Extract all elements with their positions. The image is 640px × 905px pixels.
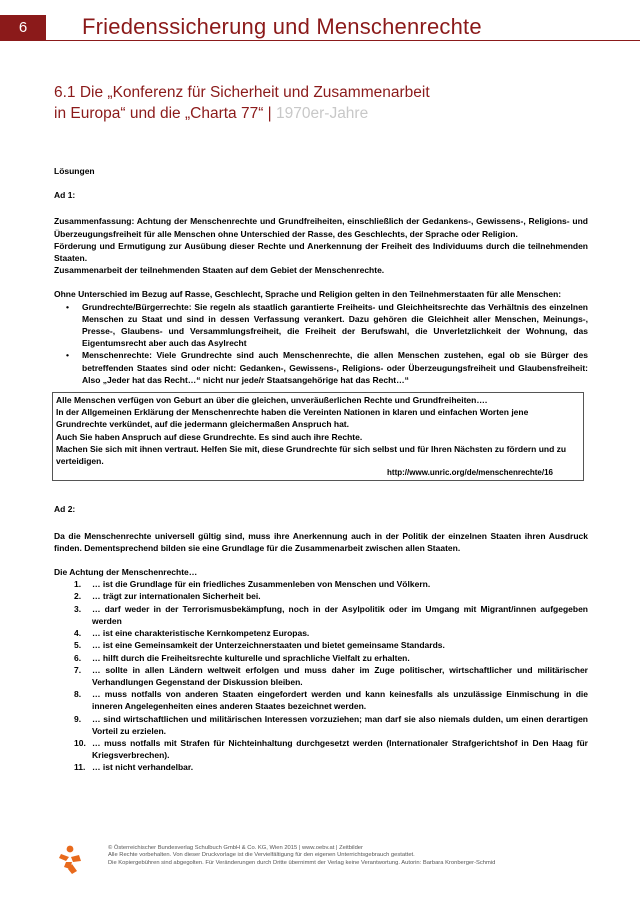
footer [108,845,495,867]
summary-paragraph: Zusammenarbeit der teilnehmenden Staaten auf dem Gebiet der Menschenrechte. [54,265,385,276]
list-item-text: … sollte in allen Ländern weltweit erfolgen und muss daher im Zuge politischer, wirtschaftlicher und militärischer Verhandlungen Gegenstand der Diskussion bleiben. [92,664,588,687]
list-item [54,761,588,773]
section-era: 1970er-Jahre [276,105,369,122]
footer-line: Die Kopiergebühren sind abgegolten. Für Veränderungen durch Dritte übernimmt der Verlag keine Verantwortung. Autorin: Barbara Kronberger-Schmid [108,859,496,866]
list-item-number: 9. [74,713,82,724]
section-title-line1: 6.1 Die „Konferenz für Sicherheit und Zusammenarbeit [54,84,430,101]
quote-line: Auch Sie haben Anspruch auf diese Grundrechte. Es sind auch ihre Rechte. [56,431,363,442]
section-title-text: in Europa“ und die „Charta 77“ | [54,105,277,122]
list-item [54,578,588,590]
footer-line: Alle Rechte vorbehalten. Von dieser Druckvorlage ist die Vervielfältigung für den eigenen Unterrichtsgebrauch gestattet. [108,852,415,859]
list-item-number: 7. [74,664,82,675]
quote-source: http://www.unric.org/de/menschenrechte/16 [387,468,553,478]
quote-box [52,392,584,481]
list-item-text: … ist eine charakteristische Kernkompetenz Europas. [92,628,310,639]
list-item [54,688,588,712]
oebv-logo-icon [57,845,83,875]
bullet-text: Grundrechte/Bürgerrechte: Sie regeln als staatlich garantierte Freiheits- und Gleichheitsrechte das Verhältnis des einzelnen Menschen zu Staat und sind in dessen Verfassung verankert. Dazu gehören die Gleichheit aller Menschen, Meinungs-, Presse-, Glaubens- und Versammlungsfreiheit, die Freiheit der Berufswahl, die Unverletzlichkeit der Wohnung, das Eigentumsrecht aber auch das Asylrecht [82,301,588,349]
list-item-text: … darf weder in der Terrorismusbekämpfung, noch in der Asylpolitik oder im Umgang mit Migrant/innen aufgegeben werden [92,603,588,626]
list-item-number: 8. [74,689,82,700]
list-item-text: … ist die Grundlage für ein friedliches Zusammenleben von Menschen und Völkern. [92,579,431,590]
list-item-number: 11. [74,762,86,773]
list-item-text: … trägt zur internationalen Sicherheit bei. [92,591,261,602]
header-rule [46,40,640,41]
list-item-number: 1. [74,579,82,590]
document-body [54,165,588,774]
summary-paragraph: Zusammenfassung: Achtung der Menschenrechte und Grundfreiheiten, einschließlich der Gedankens-, Gewissens-, Religions- und Überzeugungsfreiheit für alle Menschen ohne Unterschied der Rasse, des Geschlechts, der Sprache oder Religion. [54,216,588,239]
quote-line: In der Allgemeinen Erklärung der Menschenrechte haben die Vereinten Nationen in klaren und einfachen Worten jene Grundrechte verkündet, auf die jedermann gleichermaßen Anspruch hat. [56,407,529,430]
bullet-text: Menschenrechte: Viele Grundrechte sind auch Menschenrechte, die allen Menschen zustehen, egal ob sie Bürger des betreffenden Staates sind oder nicht: Gedanken-, Gewissens-, Religions- oder Überzeugungsfreiheit und Glaubensfreiheit: Also „Jeder hat das Recht…“ nicht nur jede/r Staatsangehörige hat das Recht…“ [82,350,588,385]
bullet-item [54,301,588,350]
list-item-text: … sind wirtschaftlichen und militärischen Interessen vorzuziehen; man darf sie also niemals dulden, um einen derartigen Vorteil zu erzielen. [92,713,588,736]
ad2-paragraph: Da die Menschenrechte universell gültig sind, muss ihre Anerkennung auch in der Politik der einzelnen Staaten ihren Ausdruck finden. Dementsprechend bilden sie eine Grundlage für die Zusammenarbeit zwischen allen Staaten. [54,530,588,553]
section-title [54,82,574,124]
list-item-text: … ist eine Gemeinsamkeit der Unterzeichnerstaaten und bietet gemeinsame Standards. [92,640,445,651]
quote-line: Machen Sie sich mit ihnen vertraut. Helfen Sie mit, diese Grundrechte für sich selbst und für Ihren Nächsten zu fördern und zu verteidigen. [56,443,567,467]
list-item [54,664,588,688]
ohne-unterschied-paragraph: Ohne Unterschied im Bezug auf Rasse, Geschlecht, Sprache und Religion gelten in den Teilnehmerstaaten für alle Menschen: [54,289,562,300]
footer-line: © Österreichischer Bundesverlag Schulbuch GmbH & Co. KG, Wien 2015 | www.oebv.at | Zeitbilder [108,845,363,851]
list-item-number: 10. [74,737,86,748]
bullet-icon: • [66,301,69,312]
achtung-intro: Die Achtung der Menschenrechte… [54,567,198,578]
section-title-line2 [54,103,574,124]
list-item-text: … muss notfalls mit Strafen für Nichteinhaltung durchgesetzt werden (Internationaler Strafgerichtshof in Den Haag für Kriegsverbrechen). [92,737,588,761]
list-item [54,603,588,627]
ad1-heading: Ad 1: [54,190,76,201]
list-item [54,713,588,737]
bullet-icon: • [66,350,69,361]
bullet-item [54,349,588,386]
list-item-text: … ist nicht verhandelbar. [92,762,194,773]
ad2-heading: Ad 2: [54,504,76,515]
list-item-text: … hilft durch die Freiheitsrechte kulturelle und sprachliche Vielfalt zu erhalten. [92,652,410,663]
list-item-number: 6. [74,652,82,663]
summary-paragraph: Förderung und Ermutigung zur Ausübung dieser Rechte und Anerkennung der Freiheit des Individuums durch die teilnehmenden Staaten. [54,240,588,264]
page-number: 6 [0,15,46,41]
loesungen-heading: Lösungen [54,166,95,176]
quote-line: Alle Menschen verfügen von Geburt an über die gleichen, unveräußerlichen Rechte und Grundfreiheiten…. [56,395,488,406]
list-item-number: 2. [74,591,82,602]
numbered-list [54,578,588,773]
list-item-number: 4. [74,628,82,639]
list-item-text: … muss notfalls von anderen Staaten eingefordert werden und kann keinesfalls als unzulässige Einmischung in die inneren Angelegenheiten eines anderen Staates bezeichnet werden. [92,689,588,712]
page-title: Friedenssicherung und Menschenrechte [82,14,482,39]
list-item [54,639,588,651]
list-item [54,627,588,639]
list-item [54,590,588,602]
list-item [54,737,588,761]
list-item-number: 3. [74,603,82,614]
list-item-number: 5. [74,640,82,651]
list-item [54,652,588,664]
